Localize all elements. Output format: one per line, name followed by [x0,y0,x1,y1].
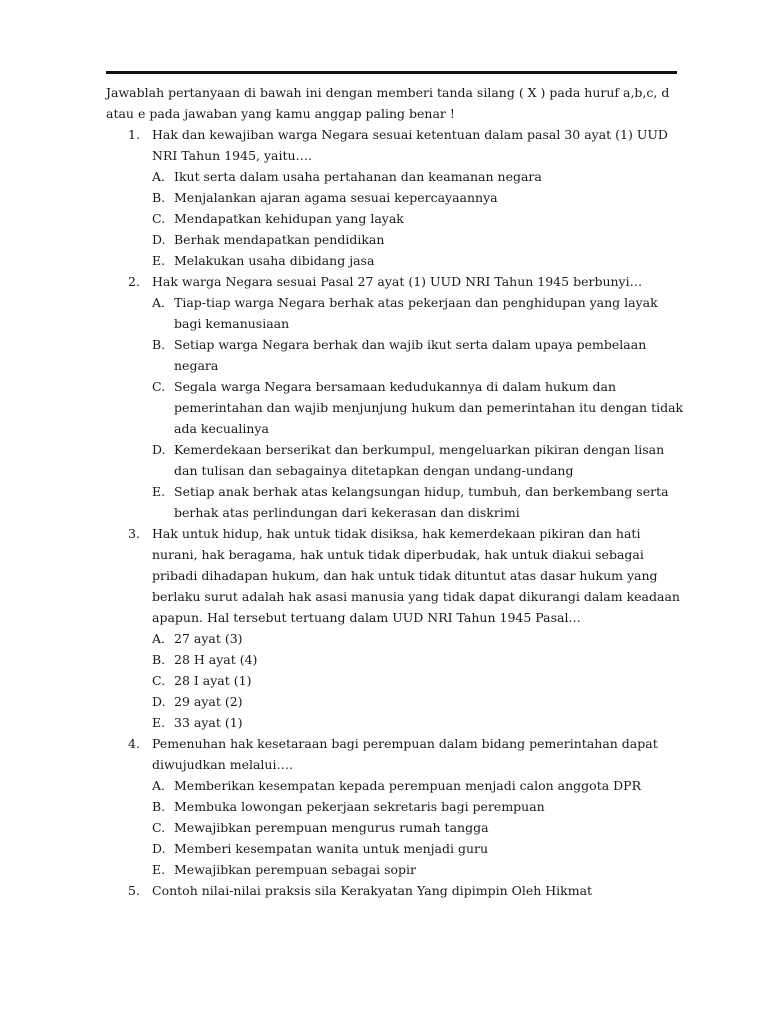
question-1 [106,124,686,271]
option-a[interactable] [152,628,686,649]
option-text: 27 ayat (3) [174,631,243,646]
question-3 [106,523,686,733]
option-letter: A. [152,631,166,646]
question-text: Hak warga Negara sesuai Pasal 27 ayat (1) UUD NRI Tahun 1945 berbunyi… [152,274,643,289]
question-text: Pemenuhan hak kesetaraan bagi perempuan dalam bidang pemerintahan dapat diwujudkan melalui…. [152,736,658,772]
option-list [152,292,686,523]
option-text: Memberi kesempatan wanita untuk menjadi guru [174,841,489,856]
option-text: Segala warga Negara bersamaan kedudukannya di dalam hukum dan pemerintahan dan wajib menjunjung hukum dan pemerintahan itu dengan tidak ada kecualinya [174,379,684,436]
option-d[interactable] [152,229,686,250]
option-text: Setiap anak berhak atas kelangsungan hidup, tumbuh, dan berkembang serta berhak atas perlindungan dari kekerasan dan diskrimi [174,484,669,520]
question-number: 4. [128,736,140,751]
option-text: Menjalankan ajaran agama sesuai kepercayaannya [174,190,498,205]
option-text: 29 ayat (2) [174,694,243,709]
option-letter: C. [152,820,166,835]
option-text: 33 ayat (1) [174,715,243,730]
option-letter: A. [152,169,166,184]
option-letter: D. [152,841,166,856]
option-letter: B. [152,652,166,667]
option-text: Memberikan kesempatan kepada perempuan menjadi calon anggota DPR [174,778,641,793]
option-c[interactable] [152,376,686,439]
option-letter: E. [152,253,166,268]
option-letter: E. [152,715,166,730]
option-letter: C. [152,211,166,226]
option-text: Mendapatkan kehidupan yang layak [174,211,404,226]
option-text: Tiap-tiap warga Negara berhak atas pekerjaan dan penghidupan yang layak bagi kemanusiaan [174,295,658,331]
question-number: 2. [128,274,140,289]
option-c[interactable] [152,208,686,229]
option-text: Melakukan usaha dibidang jasa [174,253,375,268]
option-letter: A. [152,778,166,793]
document-body [106,82,686,901]
option-d[interactable] [152,838,686,859]
option-letter: D. [152,694,166,709]
option-a[interactable] [152,292,686,334]
option-c[interactable] [152,670,686,691]
option-text: Kemerdekaan berserikat dan berkumpul, mengeluarkan pikiran dengan lisan dan tulisan dan sebagainya ditetapkan dengan undang-undang [174,442,665,478]
option-letter: D. [152,442,166,457]
question-5 [106,880,686,901]
option-letter: B. [152,799,166,814]
option-text: Membuka lowongan pekerjaan sekretaris bagi perempuan [174,799,545,814]
option-text: Setiap warga Negara berhak dan wajib ikut serta dalam upaya pembelaan negara [174,337,647,373]
option-list [152,775,686,880]
option-letter: B. [152,190,166,205]
question-text: Contoh nilai-nilai praksis sila Kerakyatan Yang dipimpin Oleh Hikmat [152,883,593,898]
option-d[interactable] [152,439,686,481]
option-a[interactable] [152,166,686,187]
option-letter: D. [152,232,166,247]
option-list [152,166,686,271]
option-text: Mewajibkan perempuan sebagai sopir [174,862,417,877]
option-letter: C. [152,379,166,394]
question-number: 3. [128,526,140,541]
option-e[interactable] [152,481,686,523]
question-text: Hak dan kewajiban warga Negara sesuai ketentuan dalam pasal 30 ayat (1) UUD NRI Tahun 1945, yaitu…. [152,127,668,163]
option-letter: E. [152,862,166,877]
question-number: 5. [128,883,140,898]
option-letter: B. [152,337,166,352]
option-e[interactable] [152,712,686,733]
option-text: 28 H ayat (4) [174,652,258,667]
instructions: Jawablah pertanyaan di bawah ini dengan memberi tanda silang ( X ) pada huruf a,b,c, d atau e pada jawaban yang kamu anggap paling benar ! [106,85,670,121]
option-e[interactable] [152,859,686,880]
option-letter: A. [152,295,166,310]
top-rule [106,71,677,74]
option-letter: E. [152,484,166,499]
option-e[interactable] [152,250,686,271]
option-text: Berhak mendapatkan pendidikan [174,232,385,247]
question-2 [106,271,686,523]
question-number: 1. [128,127,140,142]
option-list [152,628,686,733]
option-a[interactable] [152,775,686,796]
option-letter: C. [152,673,166,688]
question-4 [106,733,686,880]
option-b[interactable] [152,649,686,670]
option-b[interactable] [152,796,686,817]
question-text: Hak untuk hidup, hak untuk tidak disiksa, hak kemerdekaan pikiran dan hati nurani, hak beragama, hak untuk tidak diperbudak, hak untuk diakui sebagai pribadi dihadapan hukum, dan hak untuk tidak dituntut atas dasar hukum yang berlaku surut adalah hak asasi manusia yang tidak dapat dikurangi dalam keadaan apapun. Hal tersebut tertuang dalam UUD NRI Tahun 1945 Pasal… [152,526,680,625]
option-b[interactable] [152,187,686,208]
option-b[interactable] [152,334,686,376]
option-c[interactable] [152,817,686,838]
option-text: Mewajibkan perempuan mengurus rumah tangga [174,820,489,835]
option-d[interactable] [152,691,686,712]
option-text: 28 I ayat (1) [174,673,252,688]
option-text: Ikut serta dalam usaha pertahanan dan keamanan negara [174,169,542,184]
